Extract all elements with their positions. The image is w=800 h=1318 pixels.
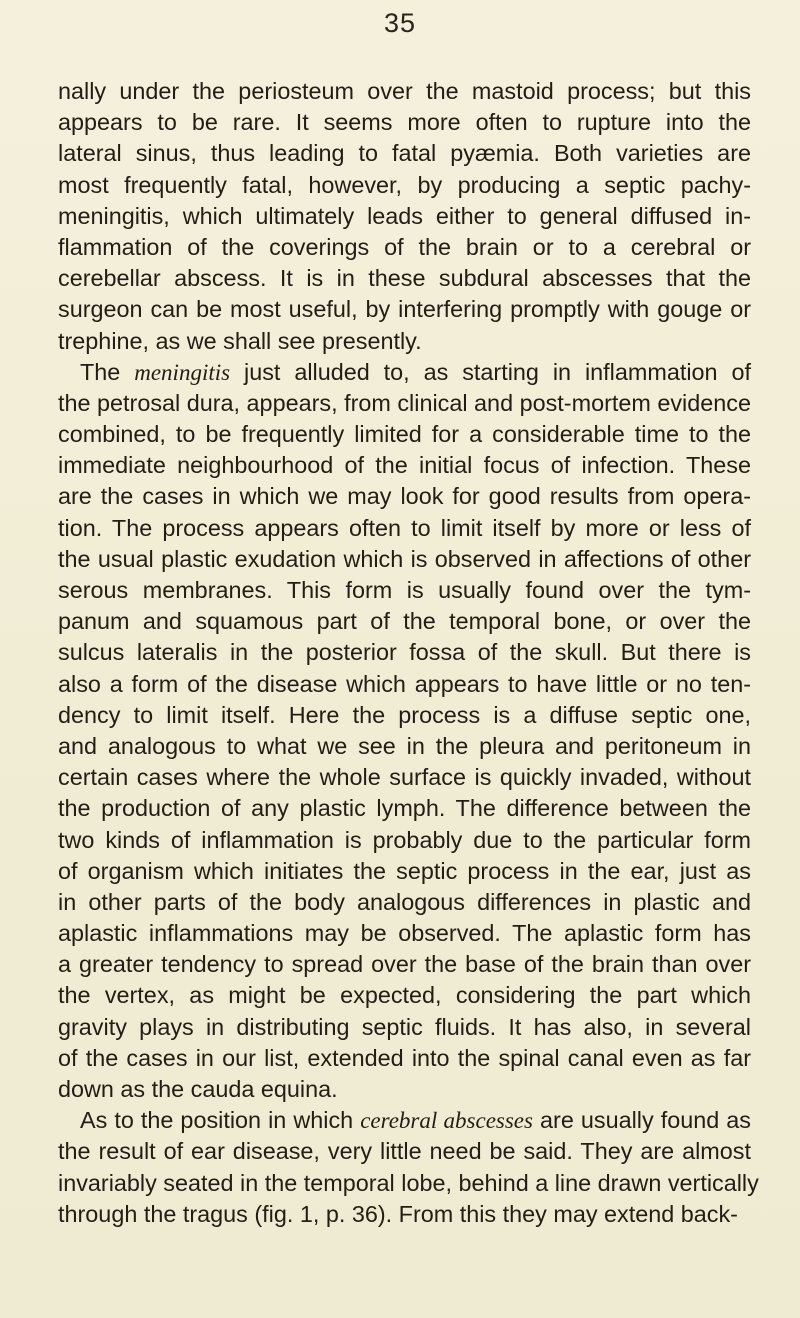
text-segment: appears to be rare. It seems more often to rupture into the xyxy=(58,109,751,136)
text-segment: the production of any plastic lymph. The difference between the xyxy=(58,795,751,822)
text-line xyxy=(58,731,751,762)
text-segment: and analogous to what we see in the pleura and peritoneum in xyxy=(58,732,751,759)
text-line xyxy=(58,1168,759,1199)
text-segment: panum and squamous part of the temporal bone, or over the xyxy=(58,608,751,635)
text-segment: the petrosal dura, appears, from clinical and post-mortem evidence xyxy=(58,389,751,416)
text-line xyxy=(58,513,751,544)
text-line xyxy=(58,606,751,637)
text-segment: the vertex, as might be expected, considering the part which xyxy=(58,982,751,1009)
text-line xyxy=(58,450,751,481)
text-line xyxy=(58,575,751,606)
text-segment: dency to limit itself. Here the process is a diffuse septic one, xyxy=(58,701,751,728)
italic-term: cerebral abscesses xyxy=(360,1108,533,1134)
italic-term: meningitis xyxy=(134,359,231,385)
text-segment: the result of ear disease, very little need be said. They are almost xyxy=(58,1138,751,1165)
text-segment: lateral sinus, thus leading to fatal pyæmia. Both varieties are xyxy=(58,140,751,167)
text-segment: sulcus lateralis in the posterior fossa of the skull. But there is xyxy=(58,639,751,666)
text-line xyxy=(58,201,751,232)
text-segment: As to the position in which xyxy=(80,1107,361,1134)
text-segment: cerebellar abscess. It is in these subdural abscesses that the xyxy=(58,265,751,292)
text-line xyxy=(58,263,751,294)
text-segment: two kinds of inflammation is probably due to the particular form xyxy=(58,826,751,853)
text-segment: in other parts of the body analogous differences in plastic and xyxy=(58,888,751,915)
paragraph xyxy=(58,1105,759,1230)
text-segment: certain cases where the whole surface is quickly invaded, without xyxy=(58,764,751,791)
text-segment: nally under the periosteum over the mastoid process; but this xyxy=(58,78,751,104)
text-line xyxy=(58,357,751,388)
text-segment: are the cases in which we may look for good results from opera- xyxy=(58,483,751,510)
text-segment: serous membranes. This form is usually found over the tym- xyxy=(58,577,751,603)
text-line xyxy=(58,949,751,980)
text-line xyxy=(58,1199,751,1230)
text-line xyxy=(58,481,751,512)
text-segment: of organism which initiates the septic process in the ear, just as xyxy=(58,857,751,884)
text-line xyxy=(58,1043,751,1074)
text-line xyxy=(58,294,751,325)
text-line xyxy=(58,1074,751,1105)
text-segment: down as the cauda equina. xyxy=(58,1076,338,1102)
text-line xyxy=(58,388,751,419)
text-segment: invariably seated in the temporal lobe, behind a line drawn vertically xyxy=(58,1169,759,1196)
body-text xyxy=(58,76,759,1230)
text-line xyxy=(58,980,751,1011)
text-segment: combined, to be frequently limited for a considerable time to the xyxy=(58,421,751,448)
text-segment: of the cases in our list, extended into the spinal canal even as far xyxy=(58,1044,751,1071)
text-line xyxy=(58,326,751,357)
text-segment: just alluded to, as starting in inflammation of xyxy=(230,358,751,385)
text-line xyxy=(58,637,751,668)
text-segment: immediate neighbourhood of the initial focus of infection. These xyxy=(58,452,751,479)
text-segment: surgeon can be most useful, by interfering promptly with gouge or xyxy=(58,296,751,323)
text-segment: also a form of the disease which appears to have little or no ten- xyxy=(58,670,751,697)
paragraph xyxy=(58,76,751,357)
text-segment: meningitis, which ultimately leads either to general diffused in- xyxy=(58,202,751,229)
text-line xyxy=(58,918,751,949)
text-segment: flammation of the coverings of the brain or to a cerebral or xyxy=(58,233,751,260)
text-line xyxy=(58,232,751,263)
text-segment: trephine, as we shall see presently. xyxy=(58,327,422,354)
text-segment: are usually found as xyxy=(532,1107,751,1134)
text-line xyxy=(58,793,751,824)
text-segment: aplastic inflammations may be observed. The aplastic form has xyxy=(58,920,751,947)
text-line xyxy=(58,107,751,138)
text-line xyxy=(58,1012,751,1043)
text-line xyxy=(58,544,751,575)
text-line xyxy=(58,700,751,731)
text-segment: tion. The process appears often to limit itself by more or less of xyxy=(58,514,751,541)
text-segment: The xyxy=(80,358,135,385)
text-line xyxy=(58,419,751,450)
text-line xyxy=(58,762,751,793)
text-line xyxy=(58,825,751,856)
text-line xyxy=(58,669,751,700)
text-segment: a greater tendency to spread over the base of the brain than over xyxy=(58,951,751,978)
text-line xyxy=(58,1105,751,1136)
text-segment: through the tragus (fig. 1, p. 36). From this they may extend back- xyxy=(58,1200,738,1227)
text-line xyxy=(58,1136,751,1167)
page-number: 35 xyxy=(383,8,417,38)
text-line xyxy=(58,138,751,169)
text-line xyxy=(58,76,751,107)
text-segment: gravity plays in distributing septic fluids. It has also, in several xyxy=(58,1013,751,1040)
text-segment: most frequently fatal, however, by producing a septic pachy- xyxy=(58,171,751,198)
text-segment: the usual plastic exudation which is observed in affections of other xyxy=(58,545,751,572)
text-line xyxy=(58,856,751,887)
paragraph xyxy=(58,357,751,1106)
text-line xyxy=(58,887,751,918)
text-line xyxy=(58,170,751,201)
